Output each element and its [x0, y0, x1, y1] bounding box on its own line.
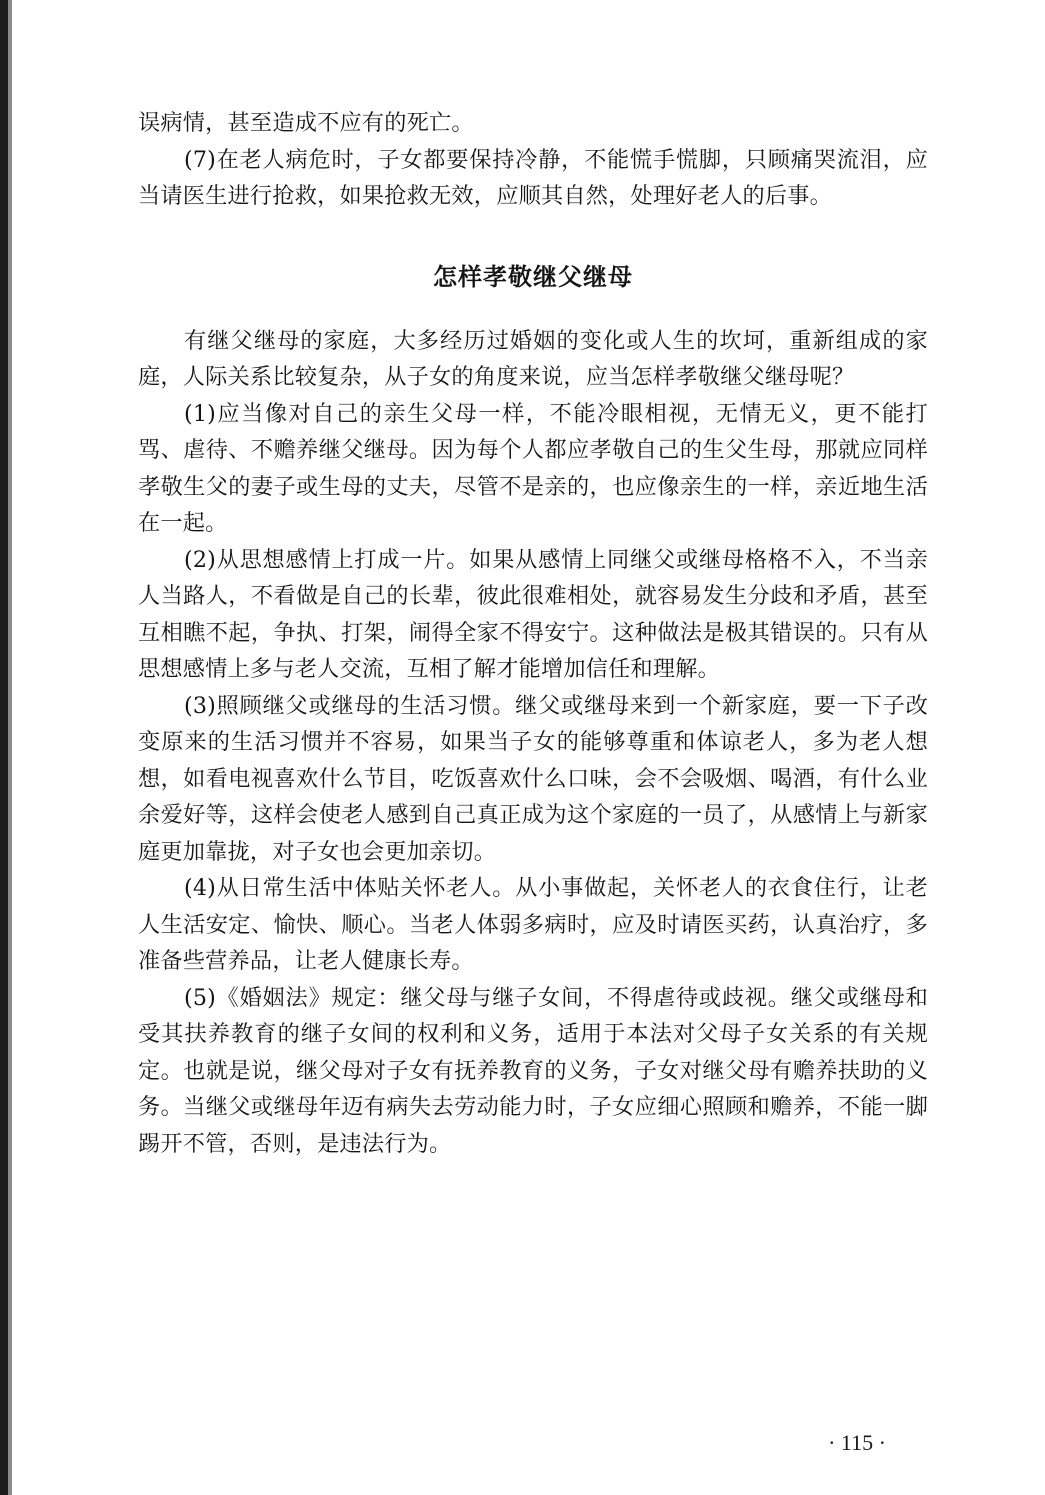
page-body — [138, 105, 928, 1162]
paragraph-item-2: (2)从思想感情上打成一片。如果从感情上同继父或继母格格不入，不当亲人当路人，不看做是自己的长辈，彼此很难相处，就容易发生分歧和矛盾，甚至互相瞧不起，争执、打架，闹得全家不得安宁。这种做法是极其错误的。只有从思想感情上多与老人交流，互相了解才能增加信任和理解。 — [138, 546, 928, 682]
scan-edge — [0, 0, 8, 1495]
section-title: 怎样孝敬继父继母 — [433, 262, 633, 291]
continued-paragraph: 误病情，甚至造成不应有的死亡。 — [138, 110, 474, 136]
intro-paragraph: 有继父继母的家庭，大多经历过婚姻的变化或人生的坎坷，重新组成的家庭，人际关系比较复杂，从子女的角度来说，应当怎样孝敬继父继母呢？ — [138, 327, 928, 390]
paragraph-item-7: (7)在老人病危时，子女都要保持冷静，不能慌手慌脚，只顾痛哭流泪，应当请医生进行抢救，如果抢救无效，应顺其自然，处理好老人的后事。 — [138, 146, 928, 209]
page-number: · 115 · — [828, 1430, 886, 1455]
paragraph-item-4: (4)从日常生活中体贴关怀老人。从小事做起，关怀老人的衣食住行，让老人生活安定、愉快、顺心。当老人体弱多病时，应及时请医买药，认真治疗，多准备些营养品，让老人健康长寿。 — [138, 875, 928, 974]
paragraph-item-3: (3)照顾继父或继母的生活习惯。继父或继母来到一个新家庭，要一下子改变原来的生活习惯并不容易，如果当子女的能够尊重和体谅老人，多为老人想想，如看电视喜欢什么节目，吃饭喜欢什么口味，会不会吸烟、喝酒，有什么业余爱好等，这样会使老人感到自己真正成为这个家庭的一员了，从感情上与新家庭更加靠拢，对子女也会更加亲切。 — [138, 692, 928, 865]
paragraph-item-5: (5)《婚姻法》规定：继父母与继子女间，不得虐待或歧视。继父或继母和受其扶养教育的继子女间的权利和义务，适用于本法对父母子女关系的有关规定。也就是说，继父母对子女有抚养教育的义务，子女对继父母有赡养扶助的义务。当继父或继母年迈有病失去劳动能力时，子女应细心照顾和赡养，不能一脚踢开不管，否则，是违法行为。 — [138, 984, 928, 1157]
paragraph-item-1: (1)应当像对自己的亲生父母一样，不能冷眼相视，无情无义，更不能打骂、虐待、不赡养继父继母。因为每个人都应孝敬自己的生父生母，那就应同样孝敬生父的妻子或生母的丈夫，尽管不是亲的，也应像亲生的一样，亲近地生活在一起。 — [138, 400, 928, 536]
